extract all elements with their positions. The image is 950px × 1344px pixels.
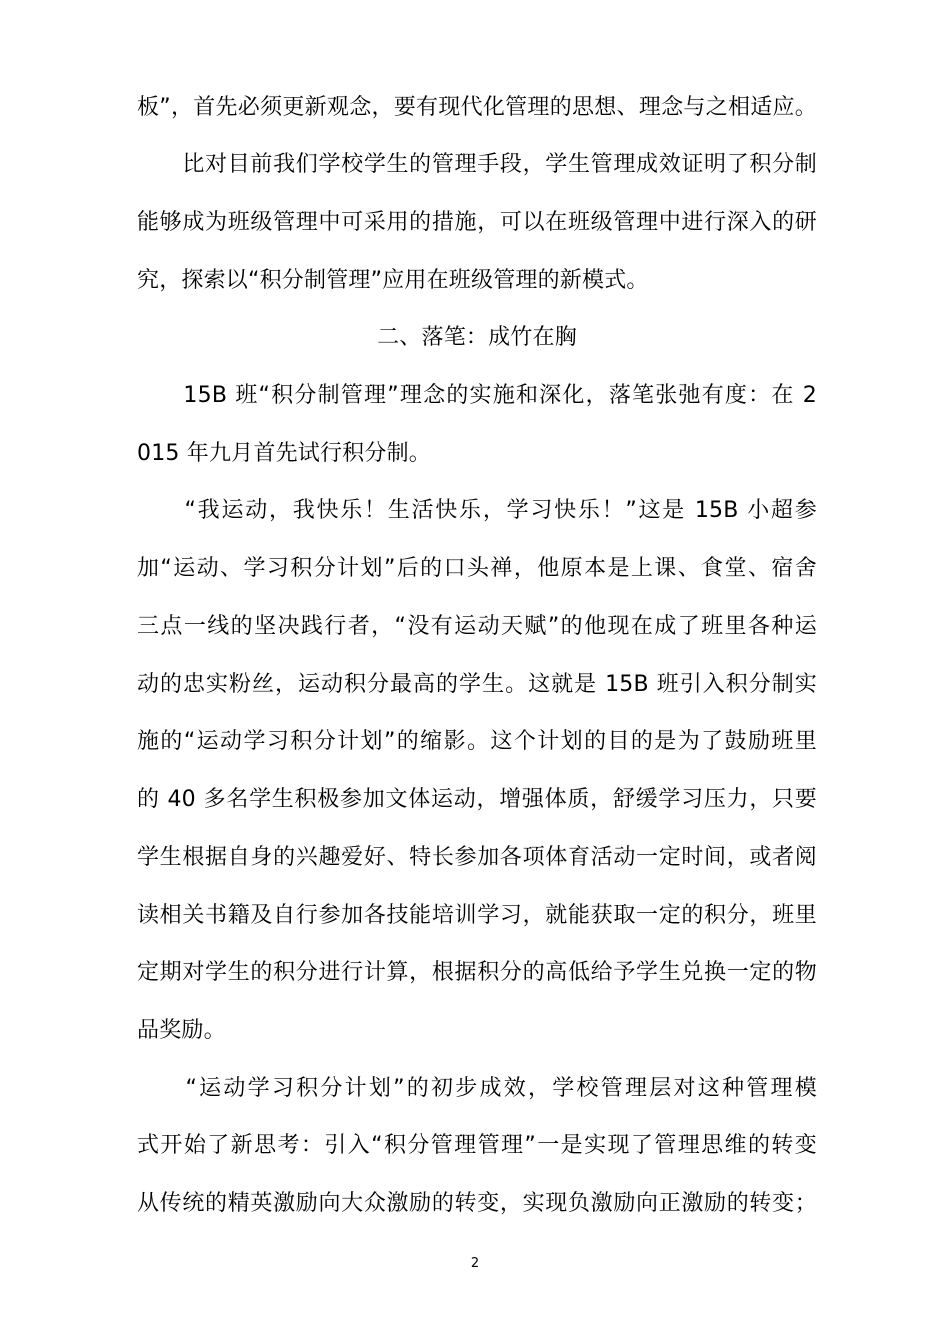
text-line-18: “运动学习积分计划”的初步成效，学校管理层对这种管理模 — [137, 1076, 817, 1101]
text-line-8: “我运动，我快乐！生活快乐，学习快乐！”这是 15B 小超参 — [137, 498, 817, 523]
text-line-20: 从传统的精英激励向大众激励的转变，实现负激励向正激励的转变； — [137, 1191, 817, 1216]
text-line-1: 板”，首先必须更新观念，要有现代化管理的思想、理念与之相适应。 — [137, 95, 817, 120]
text-line-3: 能够成为班级管理中可采用的措施，可以在班级管理中进行深入的研 — [137, 210, 817, 235]
text-line-19: 式开始了新思考：引入“积分管理管理”一是实现了管理思维的转变 — [137, 1133, 817, 1158]
text-line-7: 015 年九月首先试行积分制。 — [137, 441, 431, 466]
text-line-10: 三点一线的坚决践行者，“没有运动天赋”的他现在成了班里各种运 — [137, 614, 817, 639]
text-line-4: 究，探索以“积分制管理”应用在班级管理的新模式。 — [137, 268, 649, 293]
text-line-15: 读相关书籍及自行参加各技能培训学习，就能获取一定的积分，班里 — [137, 903, 817, 928]
section-heading: 二、落笔：成竹在胸 — [377, 325, 577, 350]
text-line-14: 学生根据自身的兴趣爱好、特长参加各项体育活动一定时间，或者阅 — [137, 845, 817, 870]
text-line-2: 比对目前我们学校学生的管理手段，学生管理成效证明了积分制 — [137, 152, 817, 177]
text-line-17: 品奖励。 — [137, 1018, 226, 1043]
text-line-9: 加“运动、学习积分计划”后的口头禅，他原本是上课、食堂、宿舍 — [137, 556, 817, 581]
text-line-6: 15B 班“积分制管理”理念的实施和深化，落笔张弛有度：在 2 — [137, 383, 817, 408]
text-line-12: 施的“运动学习积分计划”的缩影。这个计划的目的是为了鼓励班里 — [137, 729, 817, 754]
text-line-16: 定期对学生的积分进行计算，根据积分的高低给予学生兑换一定的物 — [137, 960, 817, 985]
text-line-11: 动的忠实粉丝，运动积分最高的学生。这就是 15B 班引入积分制实 — [137, 672, 817, 697]
text-line-13: 的 40 多名学生积极参加文体运动，增强体质，舒缓学习压力，只要 — [137, 787, 817, 812]
page-number: 2 — [470, 1256, 480, 1271]
